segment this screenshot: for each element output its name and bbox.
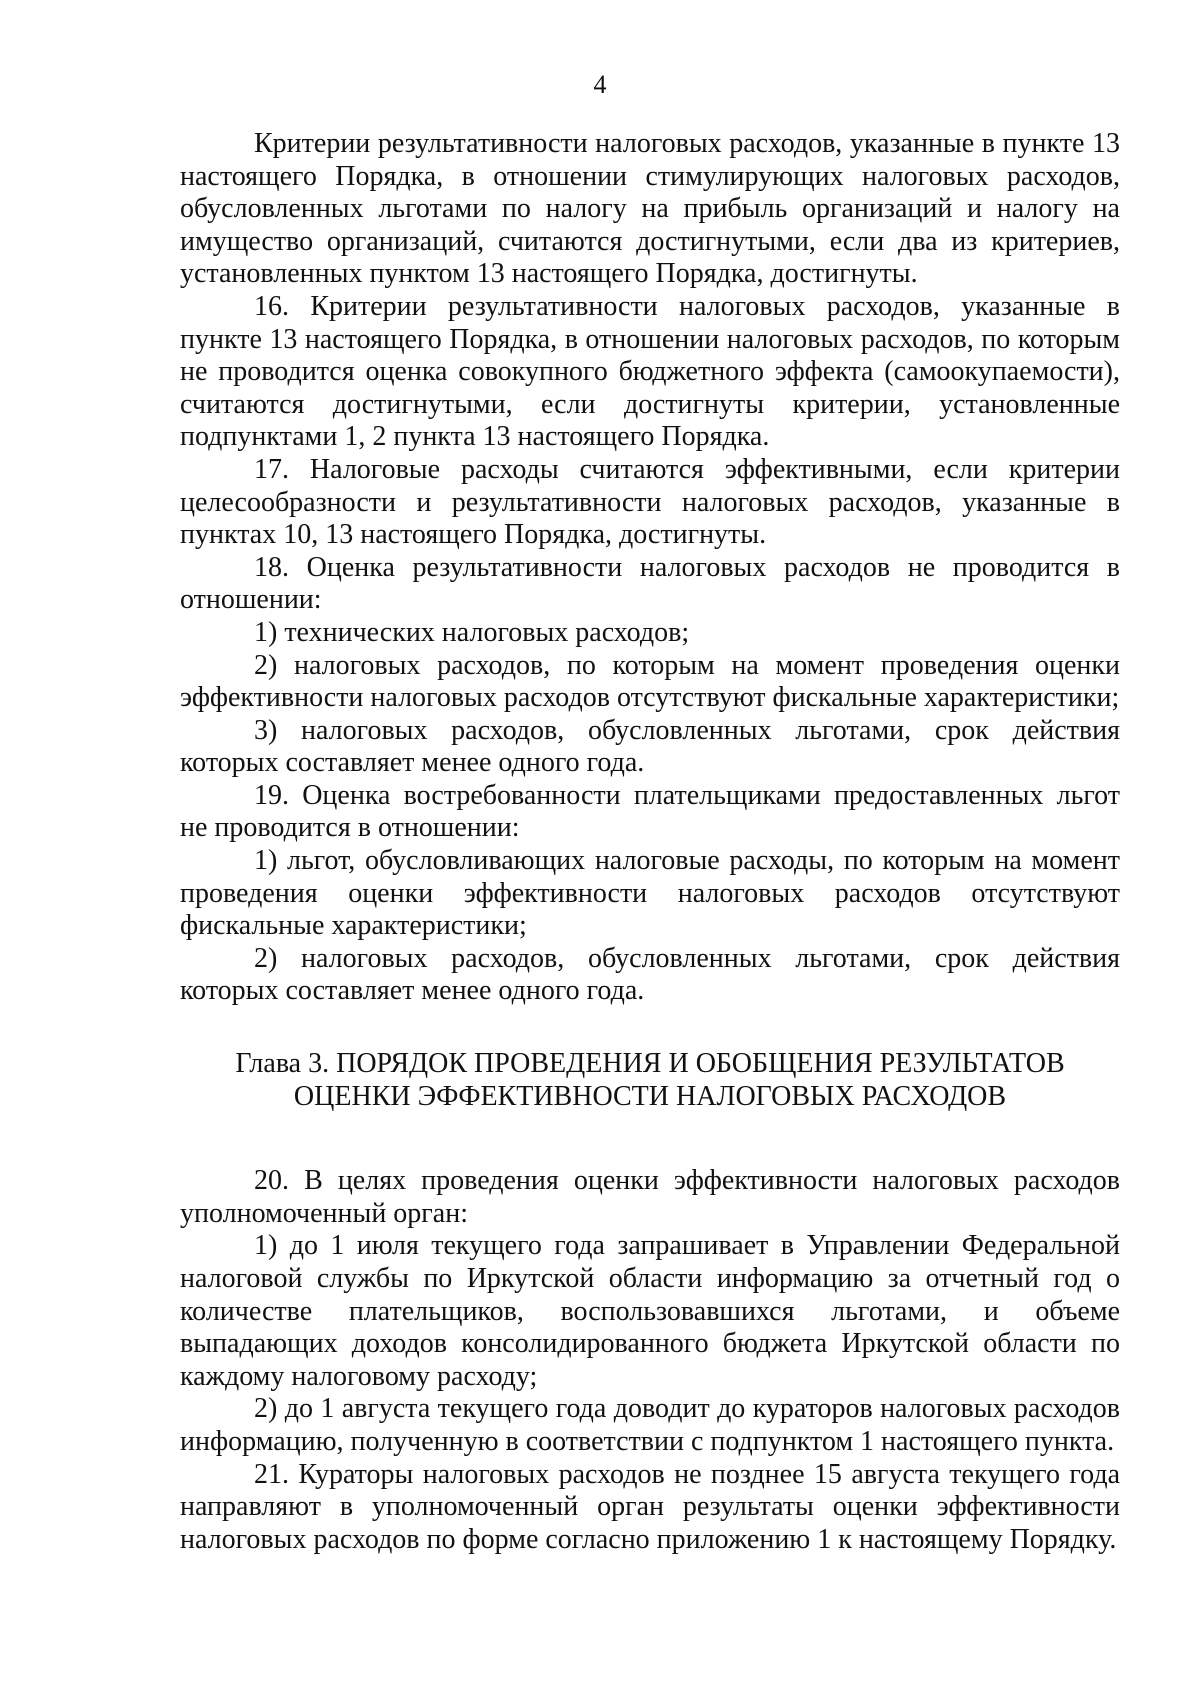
paragraph-18-item-1: 1) технических налоговых расходов; bbox=[254, 616, 690, 648]
chapter-heading-line-2: ОЦЕНКИ ЭФФЕКТИВНОСТИ НАЛОГОВЫХ РАСХОДОВ bbox=[293, 1080, 1007, 1112]
paragraph-17: 17. Налоговые расходы считаются эффективными, если критерии целесообразности и результативности налоговых расходов, указанные в пунктах 10, 13 настоящего Порядка, достигнуты. bbox=[180, 453, 1120, 551]
paragraph-20: 20. В целях проведения оценки эффективности налоговых расходов уполномоченный орган: bbox=[180, 1165, 1120, 1229]
page-number: 4 bbox=[593, 70, 607, 99]
paragraph-criteria-stimulating: Критерии результативности налоговых расходов, указанные в пункте 13 настоящего Порядка, в отношении стимулирующих налоговых расходов, обусловленных льготами по налогу на прибыль организаций и налогу на имущество организаций, считаются достигнутыми, если два из критериев, установленных пунктом 13 настоящего Порядка, достигнуты. bbox=[180, 128, 1120, 290]
document-body bbox=[180, 128, 1120, 1556]
paragraph-19-item-1: 1) льгот, обусловливающих налоговые расходы, по которым на момент проведения оценки эффективности налоговых расходов отсутствуют фискальные характеристики; bbox=[180, 845, 1120, 942]
paragraph-19-item-2: 2) налоговых расходов, обусловленных льготами, срок действия которых составляет менее одного года. bbox=[180, 942, 1120, 1007]
chapter-heading bbox=[180, 1048, 1120, 1113]
paragraph-20-item-1: 1) до 1 июля текущего года запрашивает в Управлении Федеральной налоговой службы по Иркутской области информацию за отчетный год о количестве плательщиков, воспользовавшихся льготами, и объеме выпадающих доходов консолидированного бюджета Иркутской области по каждому налоговому расходу; bbox=[180, 1230, 1120, 1392]
paragraph-20-item-2: 2) до 1 августа текущего года доводит до кураторов налоговых расходов информацию, полученную в соответствии с подпунктом 1 настоящего пункта. bbox=[180, 1393, 1120, 1457]
paragraph-18: 18. Оценка результативности налоговых расходов не проводится в отношении: bbox=[180, 551, 1120, 616]
paragraph-18-item-3: 3) налоговых расходов, обусловленных льготами, срок действия которых составляет менее одного года. bbox=[180, 714, 1120, 779]
paragraph-19: 19. Оценка востребованности плательщиками предоставленных льгот не проводится в отношении: bbox=[180, 779, 1120, 844]
paragraph-18-item-2: 2) налоговых расходов, по которым на момент проведения оценки эффективности налоговых расходов отсутствуют фискальные характеристики; bbox=[180, 649, 1120, 714]
paragraph-21: 21. Кураторы налоговых расходов не позднее 15 августа текущего года направляют в уполномоченный орган результаты оценки эффективности налоговых расходов по форме согласно приложению 1 к настоящему Порядку. bbox=[180, 1458, 1120, 1555]
chapter-heading-line-1: Глава 3. ПОРЯДОК ПРОВЕДЕНИЯ И ОБОБЩЕНИЯ РЕЗУЛЬТАТОВ bbox=[235, 1048, 1065, 1080]
paragraph-16: 16. Критерии результативности налоговых расходов, указанные в пункте 13 настоящего Порядка, в отношении налоговых расходов, по которым не проводится оценка совокупного бюджетного эффекта (самоокупаемости), считаются достигнутыми, если достигнуты критерии, установленные подпунктами 1, 2 пункта 13 настоящего Порядка. bbox=[180, 290, 1120, 453]
